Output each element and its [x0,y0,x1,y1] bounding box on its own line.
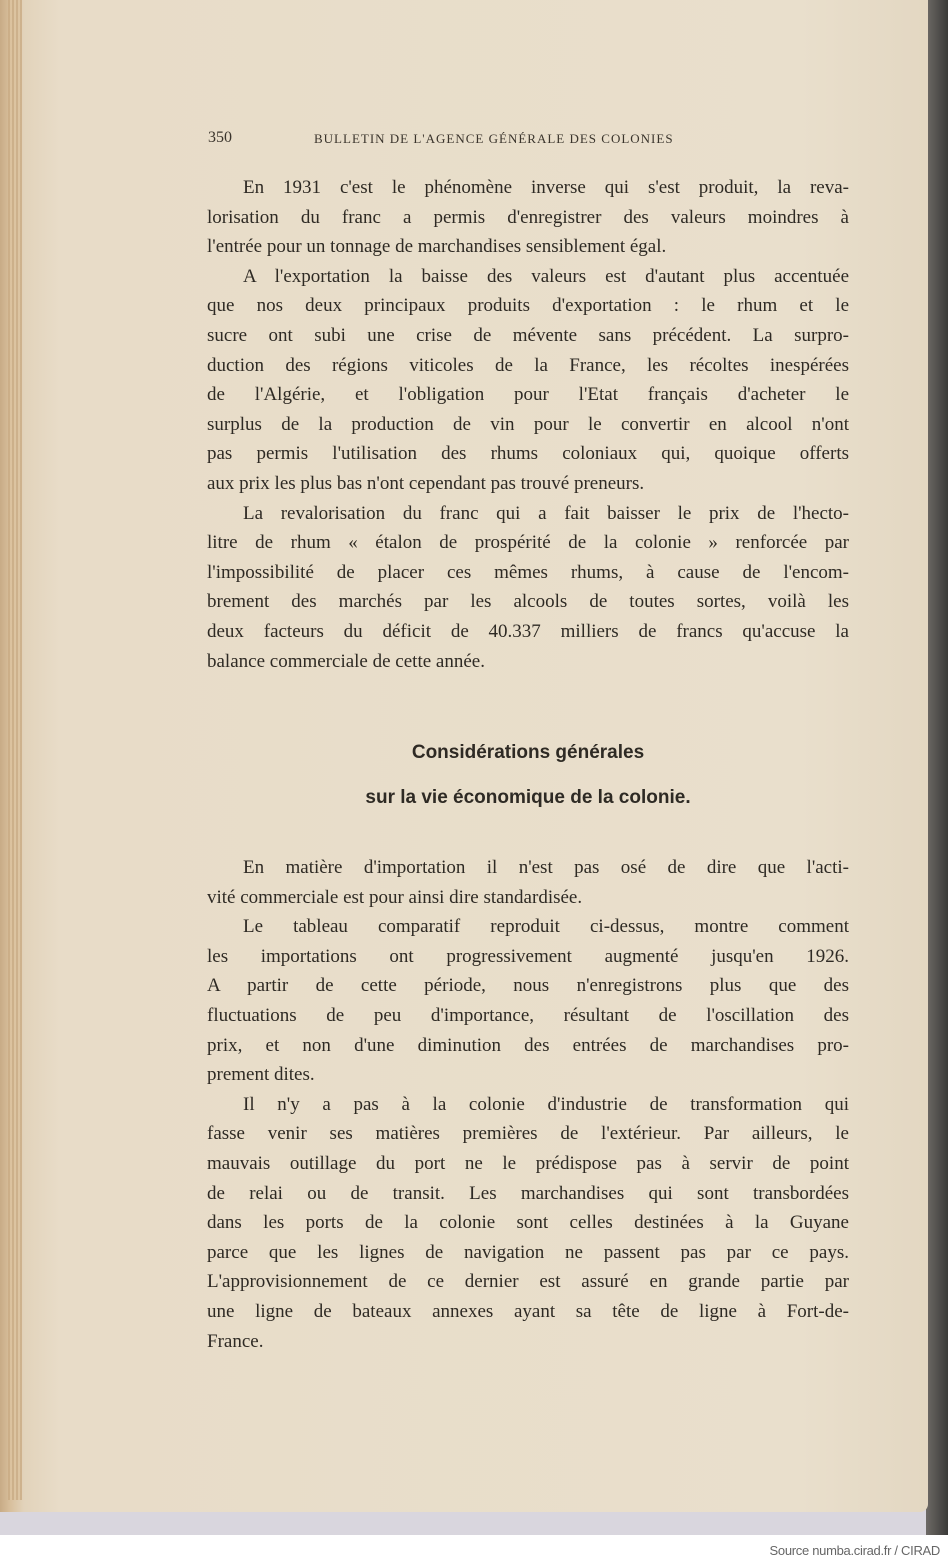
text-line: Il n'y a pas à la colonie d'industrie de transformation qui [243,1093,849,1115]
text-line: fasse venir ses matières premières de l'extérieur. Par ailleurs, le [207,1123,849,1145]
text-block-top [207,173,849,676]
text-line: lorisation du franc a permis d'enregistrer des valeurs moindres à [207,206,849,228]
text-line: dans les ports de la colonie sont celles destinées à la Guyane [207,1212,849,1234]
text-line: mauvais outillage du port ne le prédispose pas à servir de point [207,1152,849,1174]
text-line: France. [207,1330,264,1352]
text-line: l'impossibilité de placer ces mêmes rhums, à cause de l'encom- [207,561,849,583]
text-line: aux prix les plus bas n'ont cependant pas trouvé preneurs. [207,472,645,494]
text-line: prix, et non d'une diminution des entrées de marchandises pro- [207,1034,849,1056]
paragraph [207,1090,849,1356]
text-line: l'entrée pour un tonnage de marchandises sensiblement égal. [207,236,667,258]
text-line: La revalorisation du franc qui a fait baisser le prix de l'hecto- [243,502,849,524]
text-line: A partir de cette période, nous n'enregistrons plus que des [207,975,849,997]
text-block-bottom [207,853,849,1356]
text-line: que nos deux principaux produits d'exportation : le rhum et le [207,295,849,317]
text-line: L'approvisionnement de ce dernier est assuré en grande partie par [207,1271,849,1293]
text-line: parce que les lignes de navigation ne passent pas par ce pays. [207,1241,849,1263]
text-line: brement des marchés par les alcools de toutes sortes, voilà les [207,591,849,613]
text-line: duction des régions viticoles de la France, les récoltes inespérées [207,354,849,376]
text-line: litre de rhum « étalon de prospérité de la colonie » renforcée par [207,532,849,554]
text-line: prement dites. [207,1064,315,1086]
text-line: les importations ont progressivement augmenté jusqu'en 1926. [207,945,849,967]
page-number: 350 [208,129,232,146]
text-line: de relai ou de transit. Les marchandises qui sont transbordées [207,1182,849,1204]
text-line: sucre ont subi une crise de mévente sans précédent. La surpro- [207,324,849,346]
paragraph [207,262,849,499]
text-line: A l'exportation la baisse des valeurs est d'autant plus accentuée [243,265,849,287]
source-credit: Source numba.cirad.fr / CIRAD [769,1543,940,1558]
paragraph [207,173,849,262]
text-line: balance commerciale de cette année. [207,650,485,672]
book-cover-edge [926,0,948,1535]
text-line: vité commerciale est pour ainsi dire standardisée. [207,886,583,908]
text-line: fluctuations de peu d'importance, résultant de l'oscillation des [207,1004,849,1026]
page-stack-edge [8,0,22,1500]
text-line: Le tableau comparatif reproduit ci-dessus, montre comment [243,916,849,938]
text-line: pas permis l'utilisation des rhums coloniaux qui, quoique offerts [207,443,849,465]
heading-line-2: sur la vie économique de la colonie. [365,787,691,808]
text-line: En 1931 c'est le phénomène inverse qui s'est produit, la reva- [243,177,849,198]
section-heading [207,730,849,820]
paragraph [207,853,849,912]
paragraph [207,499,849,677]
text-line: de l'Algérie, et l'obligation pour l'Etat français d'acheter le [207,384,849,406]
running-title: BULLETIN DE L'AGENCE GÉNÉRALE DES COLONIES [314,131,674,146]
text-line: En matière d'importation il n'est pas osé de dire que l'acti- [243,857,849,878]
text-line: surplus de la production de vin pour le convertir en alcool n'ont [207,413,849,435]
paragraph [207,912,849,1090]
text-line: deux facteurs du déficit de 40.337 milliers de francs qu'accuse la [207,620,849,642]
heading-line-1: Considérations générales [411,742,645,763]
text-line: une ligne de bateaux annexes ayant sa tête de ligne à Fort-de- [207,1300,849,1322]
